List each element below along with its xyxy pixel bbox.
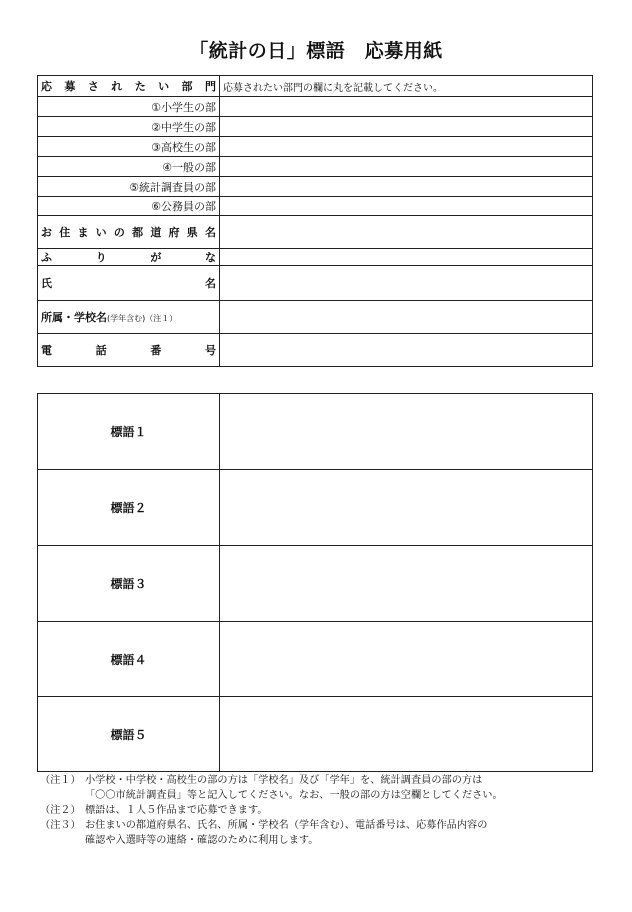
division-junior-high-mark-cell[interactable] <box>220 117 593 137</box>
division-row <box>38 177 593 197</box>
prefecture-label-char: 府 <box>168 226 180 239</box>
division-public-servant-mark-cell[interactable] <box>220 197 593 216</box>
furigana-label-char: り <box>95 251 107 264</box>
name-label-char: 氏 <box>41 277 52 290</box>
name-field[interactable] <box>220 266 593 301</box>
furigana-label <box>38 249 220 266</box>
division-label <box>38 76 220 97</box>
applicant-info-table <box>37 75 593 367</box>
phone-label <box>38 334 220 367</box>
affiliation-label-main: 所属・学校名 <box>41 311 107 324</box>
slogan-label: 標語５ <box>38 697 220 772</box>
division-label-char: 応 <box>41 80 52 93</box>
furigana-field[interactable] <box>220 249 593 266</box>
note-3 <box>40 818 600 848</box>
prefecture-label <box>38 216 220 249</box>
note-mark: （注３） <box>40 820 81 831</box>
division-high-school: ③高校生の部 <box>38 137 220 157</box>
slogan-row <box>38 622 593 697</box>
name-label-char: 名 <box>205 277 216 290</box>
prefecture-label-char: 都 <box>132 226 144 239</box>
note-line: 小学校・中学校・高校生の部の方は「学校名」及び「学年」を、統計調査員の部の方は <box>85 775 483 786</box>
slogan-label: 標語４ <box>38 622 220 697</box>
division-label-char: さ <box>87 80 99 93</box>
affiliation-row <box>38 301 593 334</box>
furigana-label-char: ふ <box>41 251 52 264</box>
note-mark: （注１） <box>40 775 81 786</box>
prefecture-label-char: ま <box>77 226 89 239</box>
slogan-field-5[interactable] <box>220 697 593 772</box>
prefecture-label-char: 県 <box>186 226 198 239</box>
slogan-row <box>38 546 593 622</box>
furigana-label-char: な <box>204 251 216 264</box>
notes <box>40 773 600 848</box>
prefecture-label-char: お <box>41 226 52 239</box>
division-row <box>38 197 593 216</box>
note-line: 標語は、１人５作品まで応募できます。 <box>85 805 268 816</box>
slogan-field-1[interactable] <box>220 394 593 470</box>
note-line: お住まいの都道府県名、氏名、所属・学校名（学年含む）、電話番号は、応募作品内容の <box>85 820 488 831</box>
page-title: 「統計の日」標語 応募用紙 <box>189 40 443 62</box>
division-instruction: 応募されたい部門の欄に丸を記載してください。 <box>220 76 593 97</box>
phone-row <box>38 334 593 367</box>
division-label-char: い <box>158 80 170 93</box>
slogan-label: 標語３ <box>38 546 220 622</box>
slogan-label: 標語２ <box>38 470 220 546</box>
division-row <box>38 157 593 177</box>
prefecture-label-char: 名 <box>204 226 216 239</box>
prefecture-label-char: 道 <box>150 226 162 239</box>
furigana-label-char: が <box>150 251 162 264</box>
slogan-row <box>38 394 593 470</box>
slogan-table <box>37 393 593 772</box>
division-survey-staff: ⑤統計調査員の部 <box>38 177 220 197</box>
prefecture-label-char: の <box>113 226 125 239</box>
slogan-field-2[interactable] <box>220 470 593 546</box>
phone-label-char: 番 <box>150 344 162 357</box>
division-header-row <box>38 76 593 97</box>
division-label-char: た <box>134 80 146 93</box>
name-row <box>38 266 593 301</box>
name-label <box>38 266 220 301</box>
slogan-field-4[interactable] <box>220 622 593 697</box>
division-row <box>38 137 593 157</box>
division-row <box>38 97 593 117</box>
phone-label-char: 号 <box>204 344 216 357</box>
note-2 <box>40 803 600 818</box>
slogan-row <box>38 470 593 546</box>
phone-label-char: 話 <box>95 344 107 357</box>
division-label-char: 部 <box>181 80 193 93</box>
phone-field[interactable] <box>220 334 593 367</box>
note-line: 確認や入選時等の連絡・確認のために利用します。 <box>85 835 319 846</box>
division-label-char: 募 <box>64 80 76 93</box>
division-general-mark-cell[interactable] <box>220 157 593 177</box>
division-high-school-mark-cell[interactable] <box>220 137 593 157</box>
prefecture-field[interactable] <box>220 216 593 249</box>
division-public-servant: ⑥公務員の部 <box>38 197 220 216</box>
division-row <box>38 117 593 137</box>
prefecture-row <box>38 216 593 249</box>
note-line: 「〇〇市統計調査員」等と記入してください。なお、一般の部の方は空欄としてください。 <box>85 790 503 801</box>
note-1 <box>40 773 600 803</box>
phone-label-char: 電 <box>41 344 52 357</box>
division-general: ④一般の部 <box>38 157 220 177</box>
slogan-field-3[interactable] <box>220 546 593 622</box>
slogan-row <box>38 697 593 772</box>
division-junior-high: ②中学生の部 <box>38 117 220 137</box>
slogan-label: 標語１ <box>38 394 220 470</box>
division-elementary-mark-cell[interactable] <box>220 97 593 117</box>
prefecture-label-char: 住 <box>59 226 71 239</box>
affiliation-label <box>38 301 220 334</box>
furigana-row <box>38 249 593 266</box>
division-survey-staff-mark-cell[interactable] <box>220 177 593 197</box>
note-mark: （注２） <box>40 805 81 816</box>
affiliation-label-note: (学年含む)（注１） <box>107 314 178 323</box>
division-label-char: れ <box>111 80 123 93</box>
division-label-char: 門 <box>204 80 216 93</box>
division-elementary: ①小学生の部 <box>38 97 220 117</box>
affiliation-field[interactable] <box>220 301 593 334</box>
prefecture-label-char: い <box>95 226 107 239</box>
